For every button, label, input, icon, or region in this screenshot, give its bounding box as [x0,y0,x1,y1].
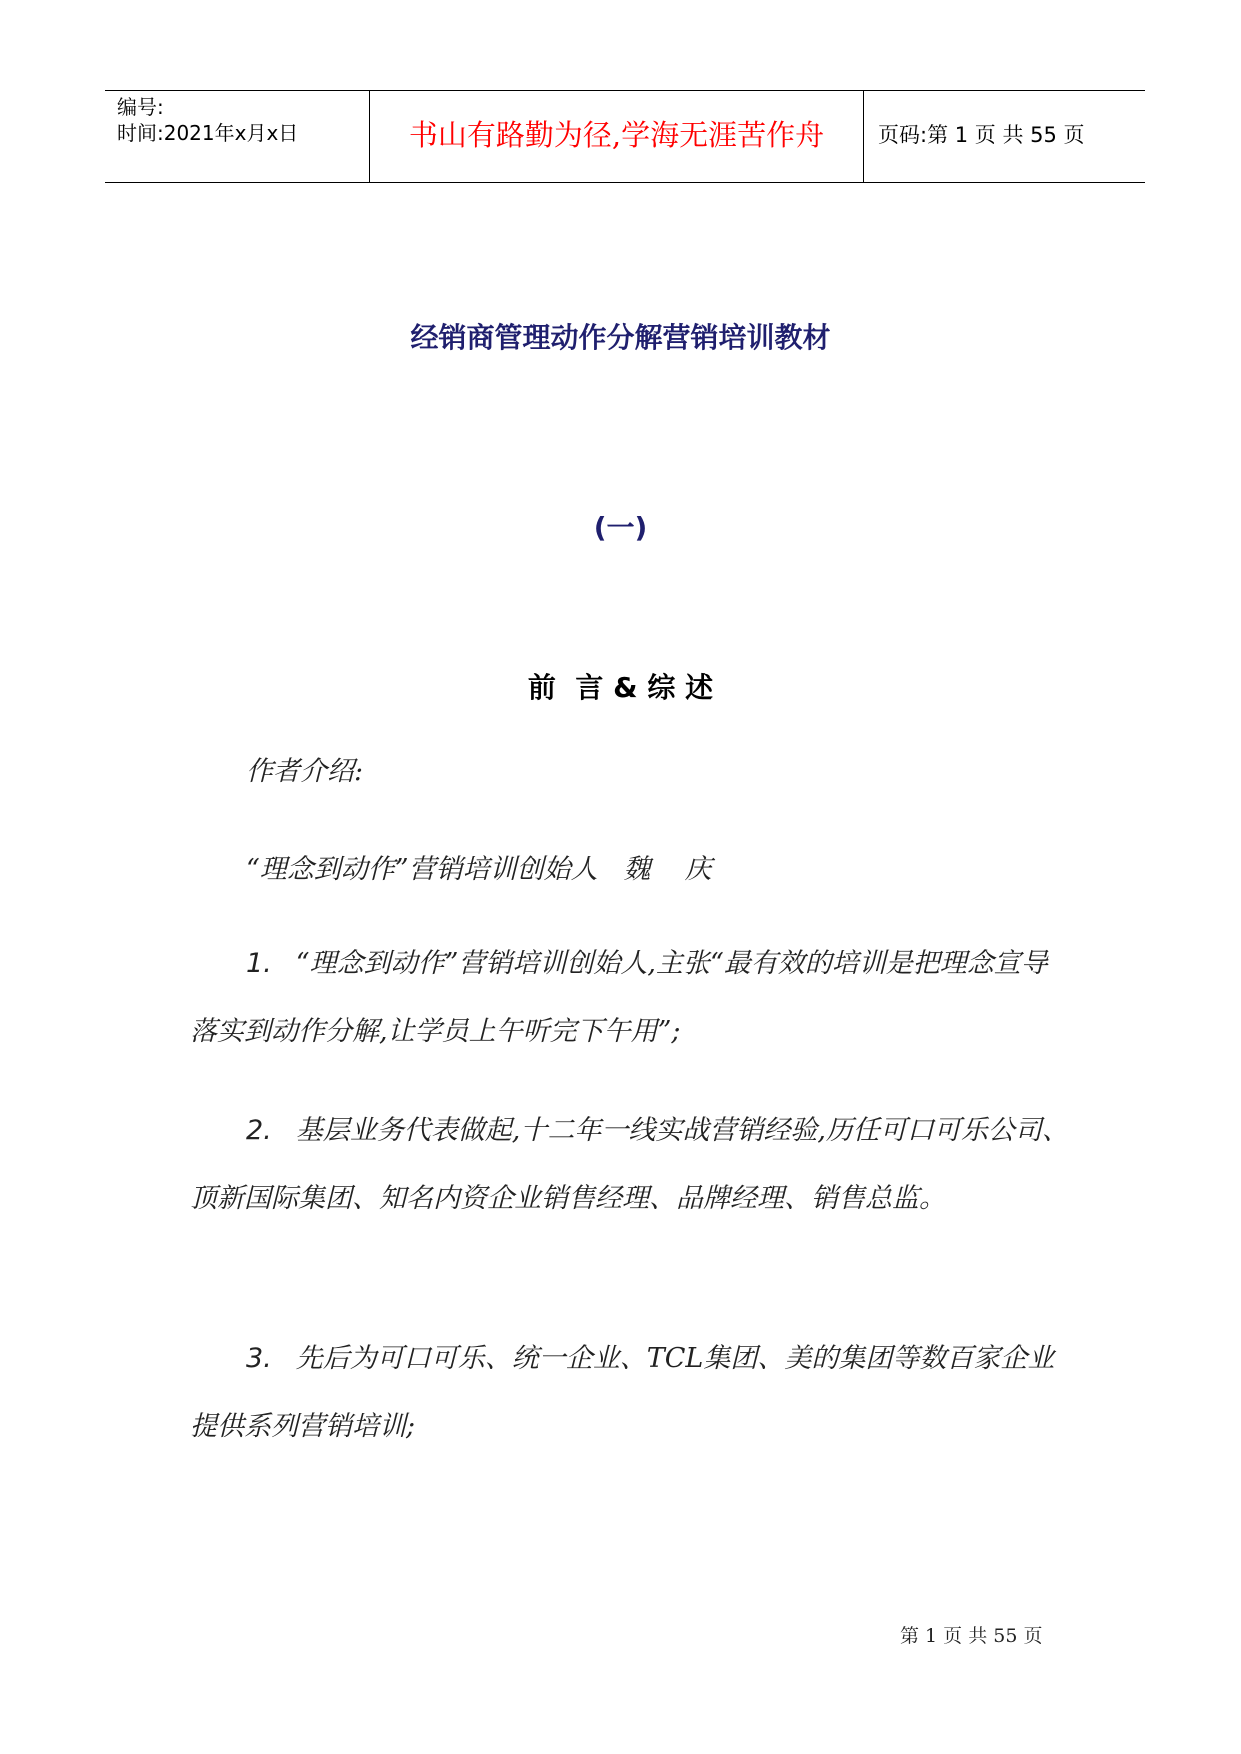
header-page-cell [864,91,1145,182]
list-item-number: 2. [246,1115,272,1146]
motto-text: 书山有路勤为径,学海无涯苦作舟 [408,118,825,152]
header-meta-cell [105,91,370,182]
document-header [105,90,1145,183]
document-time-label: 时间:2021年x月x日 [117,121,299,145]
list-item-number: 1. [246,948,272,979]
document-title: 经销商管理动作分解营销培训教材 [410,321,831,354]
list-item-text: 先后为可口可乐、统一企业、TCL集团、美的集团等数百家企业提供系列营销培训; [190,1343,1055,1442]
list-item-text: “理念到动作”营销培训创始人,主张“最有效的培训是把理念宣导落实到动作分解,让学员上午听完下午用”; [190,948,1048,1047]
founder-line: “理念到动作”营销培训创始人 魏 庆 [246,854,712,885]
part-number: (一) [593,511,648,544]
author-intro-label: 作者介绍: [246,756,364,787]
list-item [190,1325,1070,1461]
document-number-label: 编号: [117,95,164,119]
list-item [190,1097,1070,1233]
section-heading: 前 言 & 综 述 [527,671,714,704]
list-item-text: 基层业务代表做起,十二年一线实战营销经验,历任可口可乐公司、顶新国际集团、知名内资企业销售经理、品牌经理、销售总监。 [190,1115,1069,1214]
list-item-number: 3. [246,1343,272,1374]
page-code-label: 页码:第 1 页 共 55 页 [878,123,1085,147]
list-item [190,930,1070,1066]
footer-page-number: 第 1 页 共 55 页 [900,1625,1043,1647]
header-motto-cell [370,91,864,182]
